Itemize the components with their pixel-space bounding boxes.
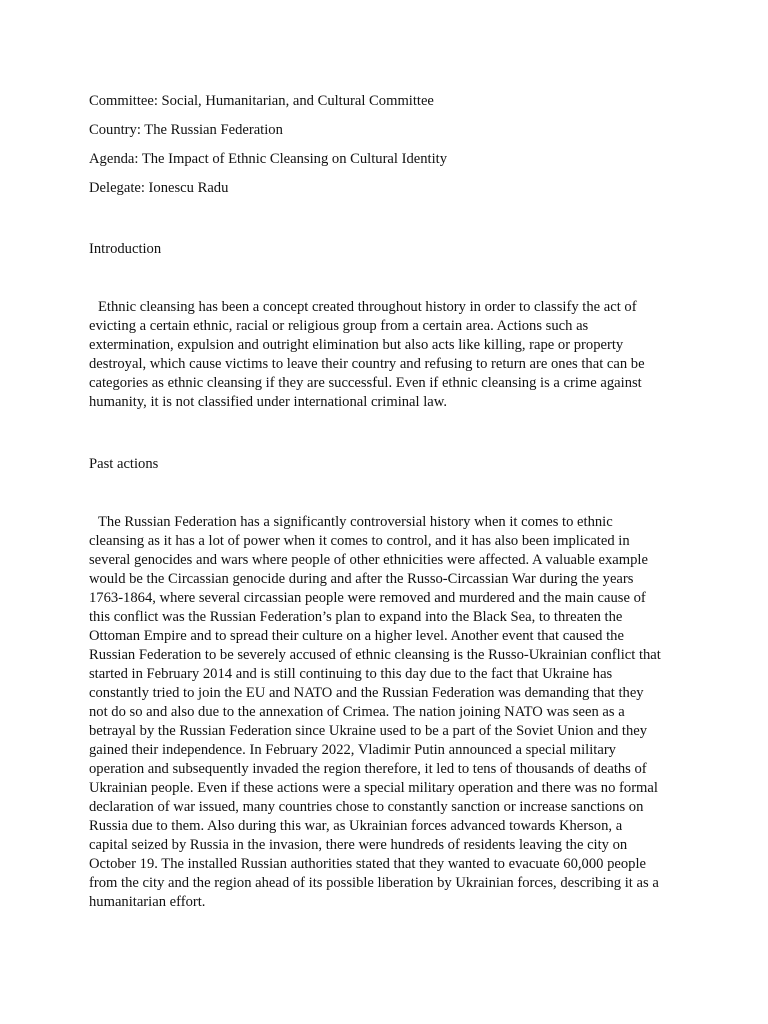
agenda-line: Agenda: The Impact of Ethnic Cleansing on Cultural Identity [89,151,448,167]
committee-line: Committee: Social, Humanitarian, and Cultural Committee [89,93,434,109]
past-actions-line: Russia due to them. Also during this war, as Ukrainian forces advanced towards Kherson, a [89,818,623,834]
past-actions-line: several genocides and wars where people of other ethnicities were affected. A valuable example [89,552,648,568]
past-actions-line: 1763-1864, where several circassian people were removed and murdered and the main cause of [89,590,646,606]
past-actions-line: from the city and the region ahead of its possible liberation by Ukrainian forces, describing it as a [89,875,659,891]
delegate-line: Delegate: Ionescu Radu [89,180,229,196]
past-actions-heading: Past actions [89,456,159,472]
past-actions-line: The Russian Federation has a significantly controversial history when it comes to ethnic [98,514,613,530]
past-actions-line: constantly tried to join the EU and NATO and the Russian Federation was demanding that they [89,685,644,701]
past-actions-line: Ukrainian people. Even if these actions were a special military operation and there was no formal [89,780,658,796]
past-actions-line: October 19. The installed Russian authorities stated that they wanted to evacuate 60,000 people [89,856,646,872]
introduction-paragraph [89,298,689,412]
past-actions-line: started in February 2014 and is still continuing to this day due to the fact that Ukraine has [89,666,613,682]
past-actions-line: cleansing as it has a lot of power when it comes to control, and it has also been implicated in [89,533,630,549]
past-actions-paragraph [89,513,689,912]
past-actions-line: gained their independence. In February 2022, Vladimir Putin announced a special military [89,742,616,758]
past-actions-line: would be the Circassian genocide during and after the Russo-Circassian War during the years [89,571,634,587]
past-actions-line: betrayal by the Russian Federation since Ukraine used to be a part of the Soviet Union and they [89,723,648,739]
introduction-line: evicting a certain ethnic, racial or religious group from a certain area. Actions such as [89,318,589,334]
introduction-line: humanity, it is not classified under international criminal law. [89,394,447,410]
introduction-line: categories as ethnic cleansing if they are successful. Even if ethnic cleansing is a crime against [89,375,642,391]
past-actions-line: declaration of war issued, many countries chose to constantly sanction or increase sanctions on [89,799,644,815]
introduction-line: Ethnic cleansing has been a concept created throughout history in order to classify the act of [98,299,637,315]
past-actions-line: not do so and also due to the annexation of Crimea. The nation joining NATO was seen as a [89,704,625,720]
introduction-line: extermination, expulsion and outright elimination but also acts like killing, rape or property [89,337,624,353]
past-actions-line: operation and subsequently invaded the region therefore, it led to tens of thousands of deaths of [89,761,647,777]
past-actions-line: this conflict was the Russian Federation’s plan to expand into the Black Sea, to threaten the [89,609,623,625]
past-actions-line: humanitarian effort. [89,894,206,910]
introduction-heading: Introduction [89,241,162,257]
past-actions-line: Russian Federation to be severely accused of ethnic cleansing is the Russo-Ukrainian conflict that [89,647,661,663]
past-actions-line: Ottoman Empire and to spread their culture on a higher level. Another event that caused the [89,628,624,644]
past-actions-line: capital seized by Russia in the invasion, there were hundreds of residents leaving the city on [89,837,628,853]
country-line: Country: The Russian Federation [89,122,283,138]
introduction-line: destroyal, which cause victims to leave their country and refusing to return are ones that can be [89,356,645,372]
